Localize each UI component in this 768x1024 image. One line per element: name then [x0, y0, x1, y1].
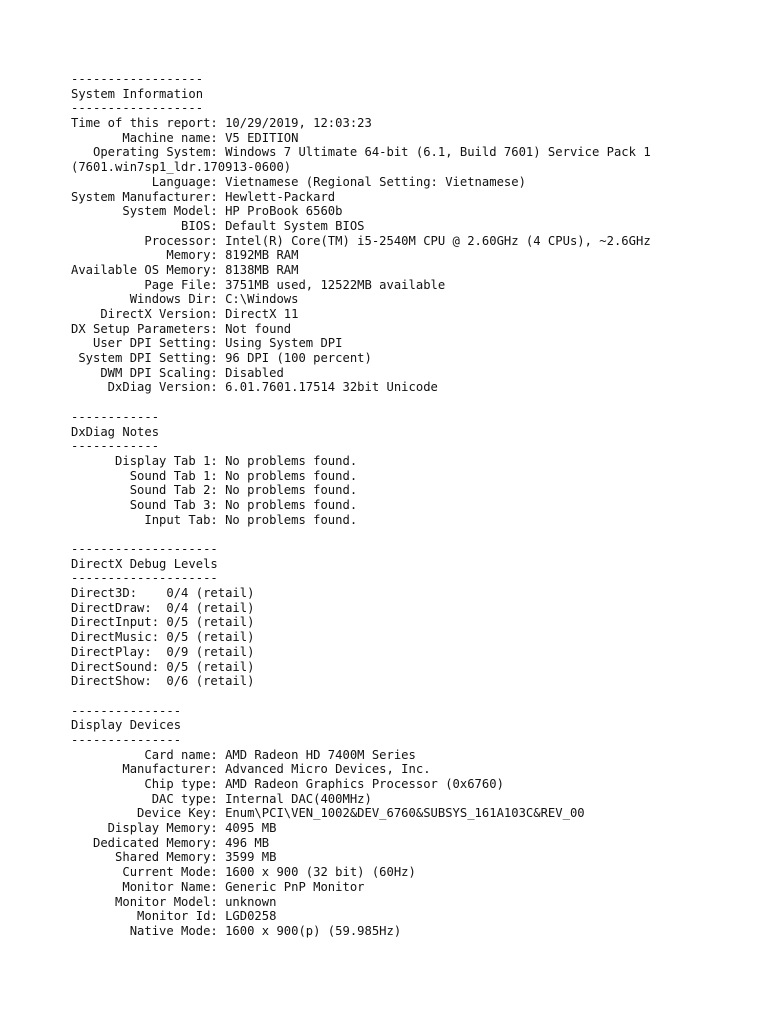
report-line: Monitor Model: unknown: [71, 894, 277, 909]
section-divider: ------------: [71, 409, 160, 424]
report-line: Card name: AMD Radeon HD 7400M Series: [71, 747, 416, 762]
report-line: DxDiag Version: 6.01.7601.17514 32bit Unicode: [71, 380, 438, 395]
report-line: Direct3D: 0/4 (retail): [71, 586, 255, 601]
report-line: DirectShow: 0/6 (retail): [71, 674, 255, 689]
blank-line: [71, 689, 761, 704]
report-line: DirectX Version: DirectX 11: [71, 307, 299, 321]
report-line: Manufacturer: Advanced Micro Devices, Inc.: [71, 762, 431, 777]
report-line: Memory: 8192MB RAM: [71, 248, 299, 263]
report-line: Time of this report: 10/29/2019, 12:03:23: [71, 116, 372, 131]
report-line: Sound Tab 3: No problems found.: [71, 497, 358, 512]
report-line: Sound Tab 2: No problems found.: [71, 483, 358, 498]
report-line: Machine name: V5 EDITION: [71, 130, 299, 145]
section-divider: --------------------: [71, 542, 218, 556]
report-line: Shared Memory: 3599 MB: [71, 850, 277, 865]
report-line: System Manufacturer: Hewlett-Packard: [71, 189, 336, 204]
report-line: Monitor Id: LGD0258: [71, 909, 277, 924]
section-divider: ---------------: [71, 703, 182, 718]
report-line: DWM DPI Scaling: Disabled: [71, 365, 284, 380]
report-line: DirectInput: 0/5 (retail): [71, 615, 255, 630]
report-line: Current Mode: 1600 x 900 (32 bit) (60Hz): [71, 865, 416, 880]
report-line: System Model: HP ProBook 6560b: [71, 204, 343, 219]
report-line: Input Tab: No problems found.: [71, 512, 358, 527]
blank-line: [71, 527, 761, 542]
section-divider: --------------------: [71, 571, 218, 586]
report-line: Dedicated Memory: 496 MB: [71, 835, 270, 850]
report-line: Language: Vietnamese (Regional Setting: Vietnamese): [71, 174, 526, 189]
section-divider: ------------------: [71, 72, 204, 86]
blank-line: [71, 395, 761, 410]
report-line: BIOS: Default System BIOS: [71, 218, 365, 233]
report-line: Processor: Intel(R) Core(TM) i5-2540M CPU @ 2.60GHz (4 CPUs), ~2.6GHz: [71, 233, 651, 248]
section-divider: ------------------: [71, 101, 204, 116]
report-line: DirectPlay: 0/9 (retail): [71, 644, 255, 659]
dxdiag-report-text: [71, 72, 761, 939]
report-line: User DPI Setting: Using System DPI: [71, 336, 343, 351]
report-line: DirectSound: 0/5 (retail): [71, 659, 255, 674]
report-line: Windows Dir: C:\Windows: [71, 292, 299, 307]
report-line: Monitor Name: Generic PnP Monitor: [71, 879, 365, 894]
report-line: System DPI Setting: 96 DPI (100 percent): [71, 351, 372, 366]
report-line: Display Tab 1: No problems found.: [71, 453, 358, 468]
report-line: Native Mode: 1600 x 900(p) (59.985Hz): [71, 923, 402, 938]
section-divider: ------------: [71, 439, 160, 454]
report-line: (7601.win7sp1_ldr.170913-0600): [71, 160, 292, 175]
report-line: Display Memory: 4095 MB: [71, 821, 277, 836]
report-line: DX Setup Parameters: Not found: [71, 321, 292, 336]
section-heading: DirectX Debug Levels: [71, 556, 218, 571]
section-divider: ---------------: [71, 732, 182, 747]
report-line: Available OS Memory: 8138MB RAM: [71, 262, 299, 277]
report-line: DirectDraw: 0/4 (retail): [71, 600, 255, 615]
report-line: DirectMusic: 0/5 (retail): [71, 630, 255, 645]
report-line: DAC type: Internal DAC(400MHz): [71, 791, 372, 806]
section-heading: DxDiag Notes: [71, 424, 160, 439]
report-line: Device Key: Enum\PCI\VEN_1002&DEV_6760&SUBSYS_161A103C&REV_00: [71, 806, 585, 821]
report-line: Sound Tab 1: No problems found.: [71, 468, 358, 483]
section-heading: Display Devices: [71, 718, 182, 733]
section-heading: System Information: [71, 86, 204, 101]
report-line: Operating System: Windows 7 Ultimate 64-bit (6.1, Build 7601) Service Pack 1: [71, 145, 651, 160]
report-line: Page File: 3751MB used, 12522MB available: [71, 277, 446, 292]
report-line: Chip type: AMD Radeon Graphics Processor (0x6760): [71, 777, 504, 791]
